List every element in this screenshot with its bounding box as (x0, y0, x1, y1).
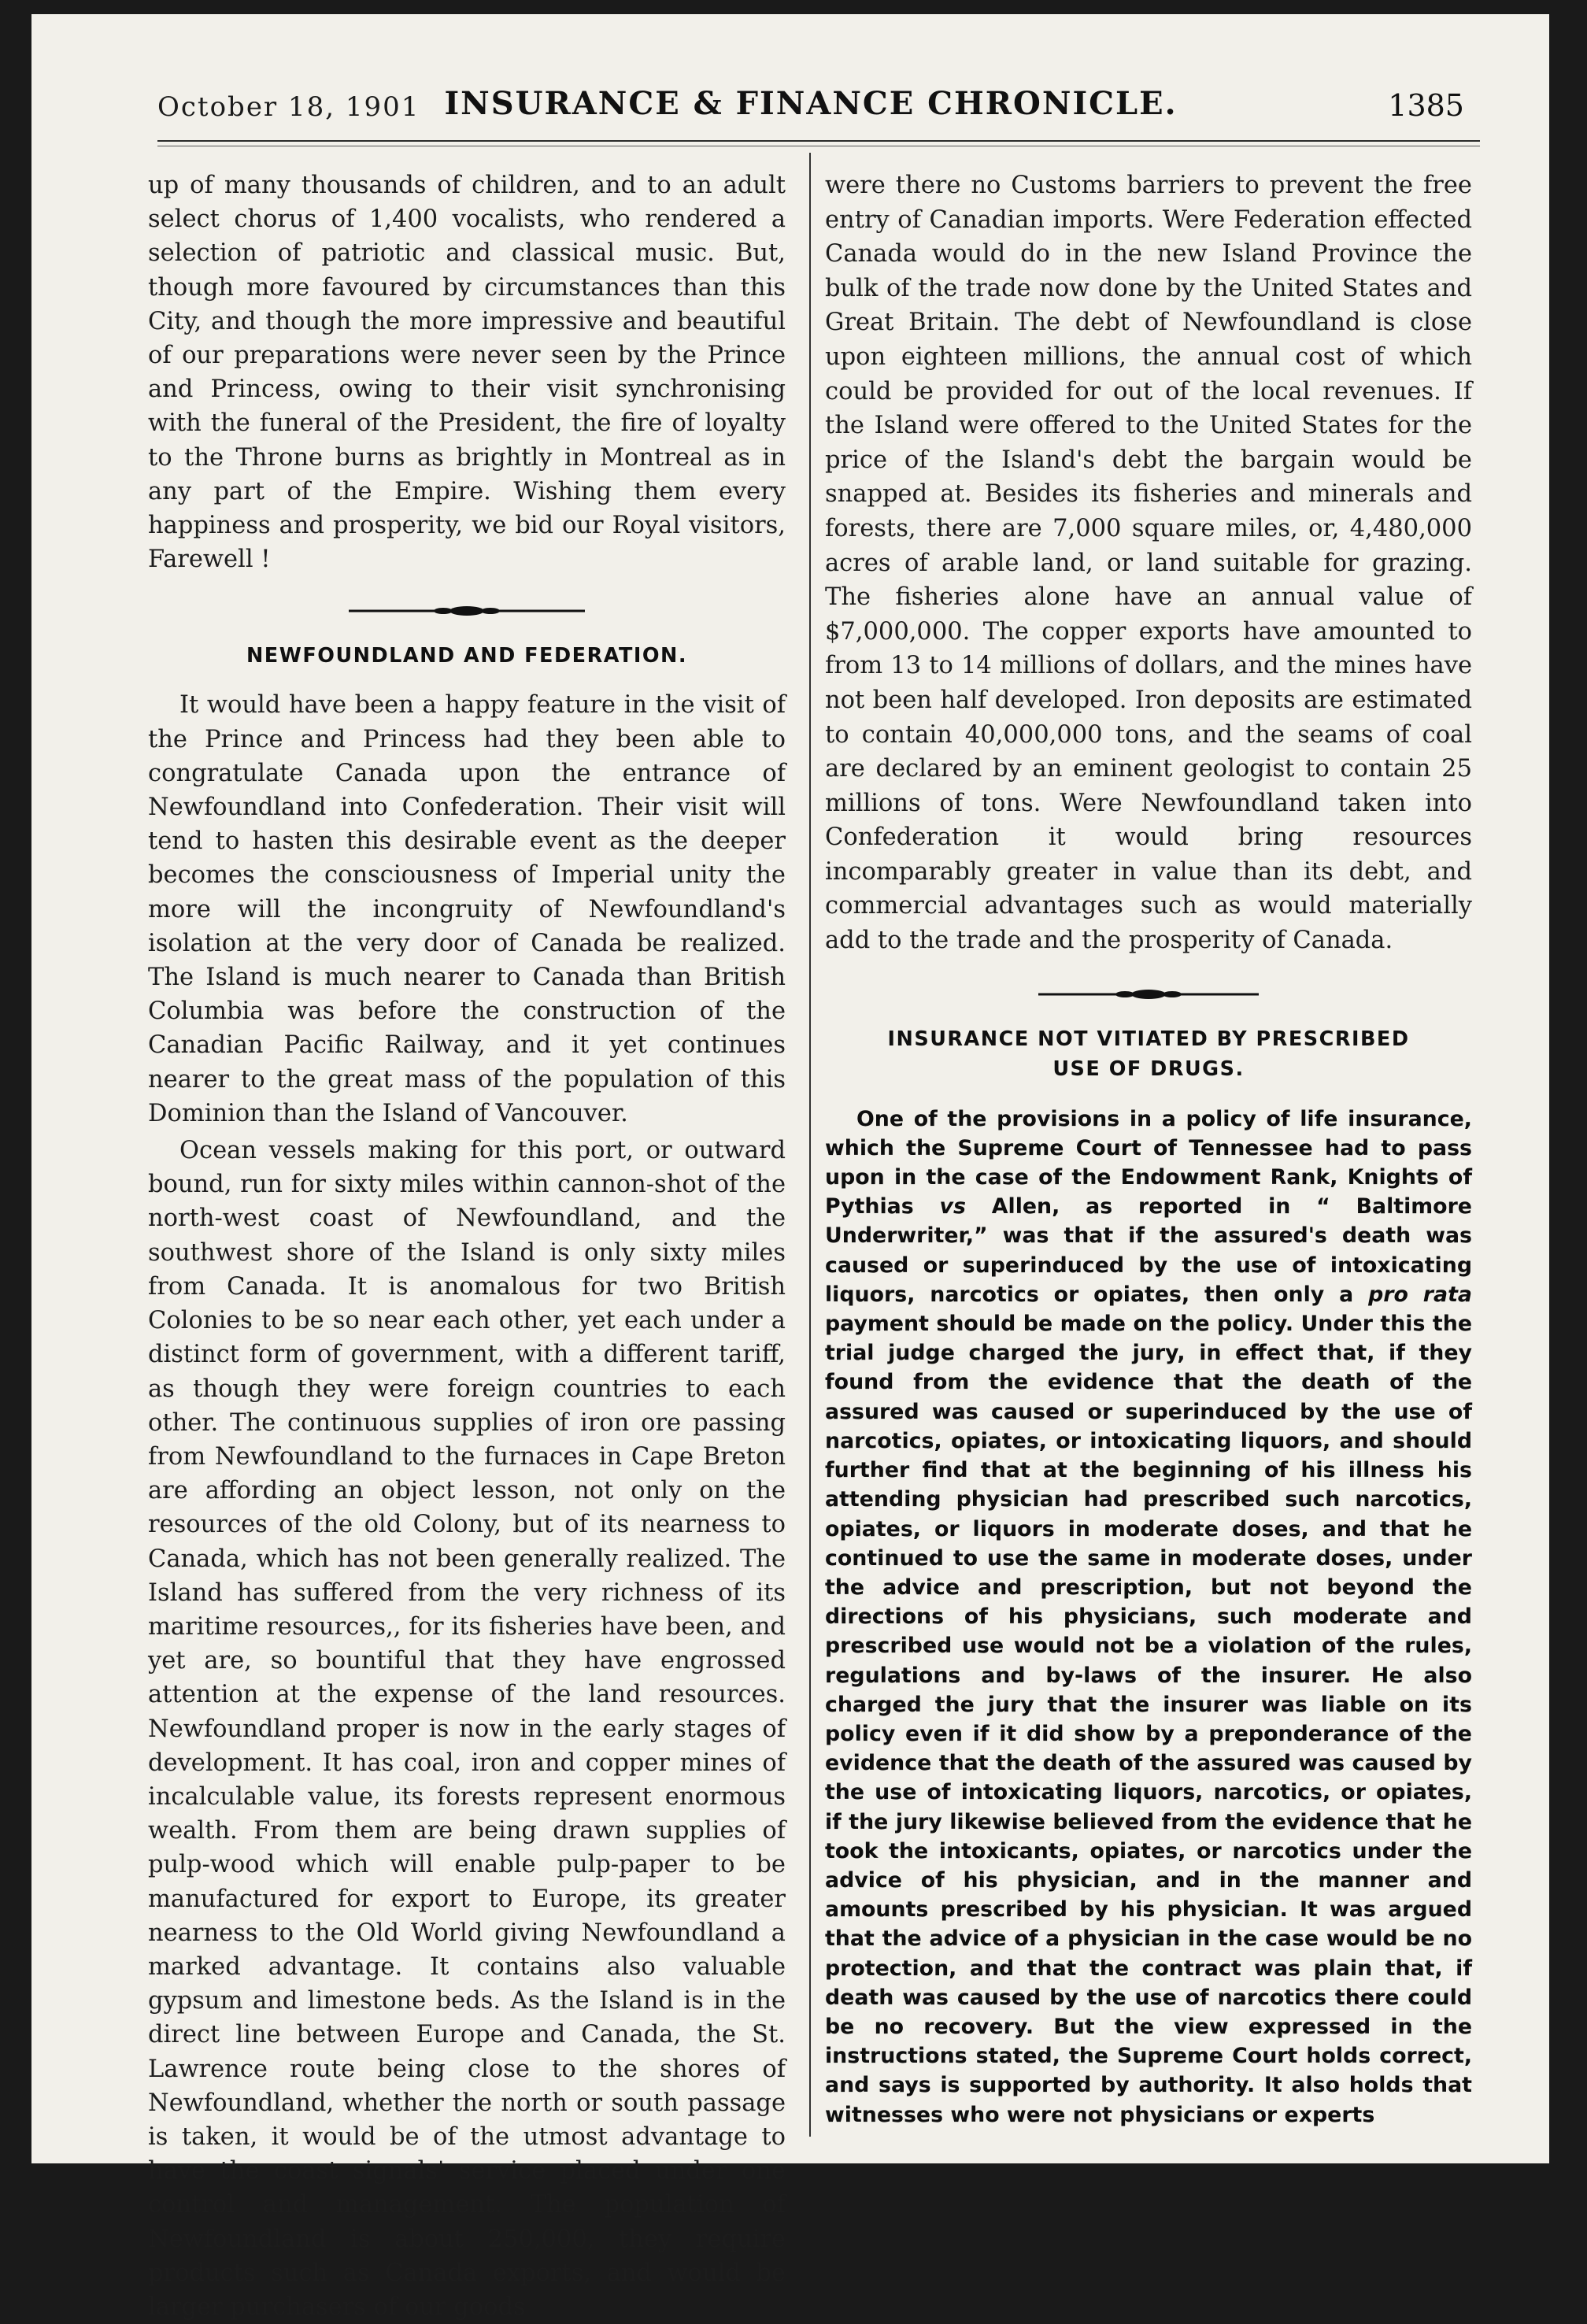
newspaper-page (31, 14, 1549, 2321)
article-paragraph: It would have been a happy feature in the visit of the Prince and Princess had they been able to congratulate Canada upon the entrance of Newfoundland into Confederation. Their visit will tend to hasten this desirable event as the deeper becomes the consciousness of Imperial unity the more will the incongruity of Newfoundland's isolation at the very door of Canada be realized. The Island is much nearer to Canada than British Columbia was before the construction of the Canadian Pacific Railway, and it yet continues nearer to the great mass of the population of this Dominion than the Island of Vancouver. (148, 691, 786, 1127)
issue-date: October 18, 1901 (157, 91, 420, 123)
page-header (157, 85, 1464, 132)
column-divider (809, 153, 811, 2137)
article-text: Allen, as reported in “ Baltimore Underwriter,” was that if the assured's death was caused or superinduced by the use of intoxicating liquors, narcotics or opiates, then only a (825, 1194, 1472, 1307)
article-text: One of the provisions in a policy of life insurance, which the Supreme Court of Tennessee had to pass upon in the case of the Endowment Rank, Knights of Pythias (825, 1106, 1472, 1219)
insurance-article-body (825, 1105, 1472, 2130)
header-rule (157, 140, 1480, 142)
article-title-line: USE OF DRUGS. (1052, 1057, 1245, 1081)
section-divider-ornament (148, 605, 786, 617)
article-text-italic: pro rata (1368, 1282, 1472, 1307)
article-paragraph (825, 1105, 1472, 2130)
farewell-paragraph: up of many thousands of children, and to an adult select chorus of 1,400 vocalists, who rendered a selection of patriotic and classical music. But, though more favoured by circumstances than this City, and though the more impressive and beautiful of our preparations were never seen by the Prince and Princess, owing to their visit synchronising with the funeral of the President, the fire of loyalty to the Throne burns as brightly in Montreal as in any part of the Empire. Wishing them every happiness and prosperity, we bid our Royal visitors, Farewell ! (148, 172, 786, 574)
article-paragraph: Ocean vessels making for this port, or outward bound, run for sixty miles within cannon-shot of the north-west coast of Newfoundland, and the southwest shore of the Island is only sixty miles from Canada. It is anomalous for two British Colonies to be so near each other, yet each under a distinct form of government, with a different tariff, as though they were foreign countries to each other. The continuous supplies of iron ore passing from Newfoundland to the furnaces in Cape Breton are affording an object lesson, not only on the resources of the old Colony, but of its nearness to Canada, which has not been generally realized. The Island has suffered from the very richness of its maritime resources,, for its fisheries have been, and yet are, so bountiful that they have engrossed attention at the expense of the land resources. Newfoundland proper is now in the early stages of development. It has coal, iron and copper mines of incalculable value, its forests represent enormous wealth. From them are being drawn supplies of pulp-wood which will enable pulp-paper to be manufactured for export to Europe, its greater nearness to the Old World giving Newfoundland a marked advantage. It contains also valuable gypsum and limestone beds. As the Island is in the direct line between Europe and Canada, the St. Lawrence route being close to the shores of Newfoundland, whether the north or south passage is taken, it would be of the utmost advantage to have the coast signals' service placed under one control and management. The population of Newfoundland is about 250,000, they require products such as Canada exports, and would be larger purchasers of our goods (148, 1137, 786, 2321)
page-number: 1385 (1388, 88, 1464, 123)
article-text-italic: vs (939, 1194, 966, 1219)
article-text: payment should be made on the policy. Under this the trial judge charged the jury, in effect that, if they found from the evidence that the death of the assured was caused or superinduced by the use of narcotics, opiates, or intoxicating liquors, and should further find that at the beginning of his illness his attending physician had prescribed such narcotics, opiates, or liquors in moderate doses, and that he continued to use the same in moderate doses, under the advice and prescription, but not beyond the directions of his physicians, such moderate and prescribed use would not be a violation of the rules, regulations and by-laws of the insurer. He also charged the jury that the insurer was liable on its policy even if it did show by a preponderance of the evidence that the death of the assured was caused by the use of intoxicating liquors, narcotics, or opiates, if the jury likewise believed from the evidence that he took the intoxicants, opiates, or narcotics under the advice of his physician, and in the manner and amounts prescribed by his physician. It was argued that the advice of a physician in the case would be no protection, and that the contract was plain that, if death was caused by the use of narcotics there could be no recovery. But the view expressed in the instructions stated, the Supreme Court holds correct, and says is supported by authority. It also holds that witnesses who were not physicians or experts (825, 1312, 1472, 2127)
ornament-icon (349, 605, 585, 617)
article-title-newfoundland: NEWFOUNDLAND AND FEDERATION. (246, 644, 688, 668)
article-title-line: INSURANCE NOT VITIATED BY PRESCRIBED (887, 1027, 1410, 1051)
continued-paragraph: were there no Customs barriers to prevent the free entry of Canadian imports. Were Federation effected Canada would do in the new Island Province the bulk of the trade now done by the United States and Great Britain. The debt of Newfoundland is close upon eighteen millions, the annual cost of which could be provided for out of the local revenues. If the Island were offered to the United States for the price of the Island's debt the bargain would be snapped at. Besides its fisheries and minerals and forests, there are 7,000 square miles, or, 4,480,000 acres of arable land, or land suitable for grazing. The fisheries alone have an annual value of $7,000,000. The copper exports have amounted to from 13 to 14 millions of dollars, and the mines have not been half developed. Iron deposits are estimated to contain 40,000,000 tons, and the seams of coal are declared by an eminent geologist to contain 25 millions of tons. Were Newfoundland taken into Confederation it would bring resources incomparably greater in value than its debt, and commercial advantages such as would materially add to the trade and the prosperity of Canada. (825, 172, 1472, 955)
publication-title: INSURANCE & FINANCE CHRONICLE. (444, 85, 1178, 122)
article-title-insurance (825, 1024, 1472, 1084)
ornament-icon (1038, 988, 1259, 1001)
section-divider-ornament (825, 988, 1472, 1001)
right-column (825, 168, 1472, 2130)
left-column (148, 168, 786, 2324)
